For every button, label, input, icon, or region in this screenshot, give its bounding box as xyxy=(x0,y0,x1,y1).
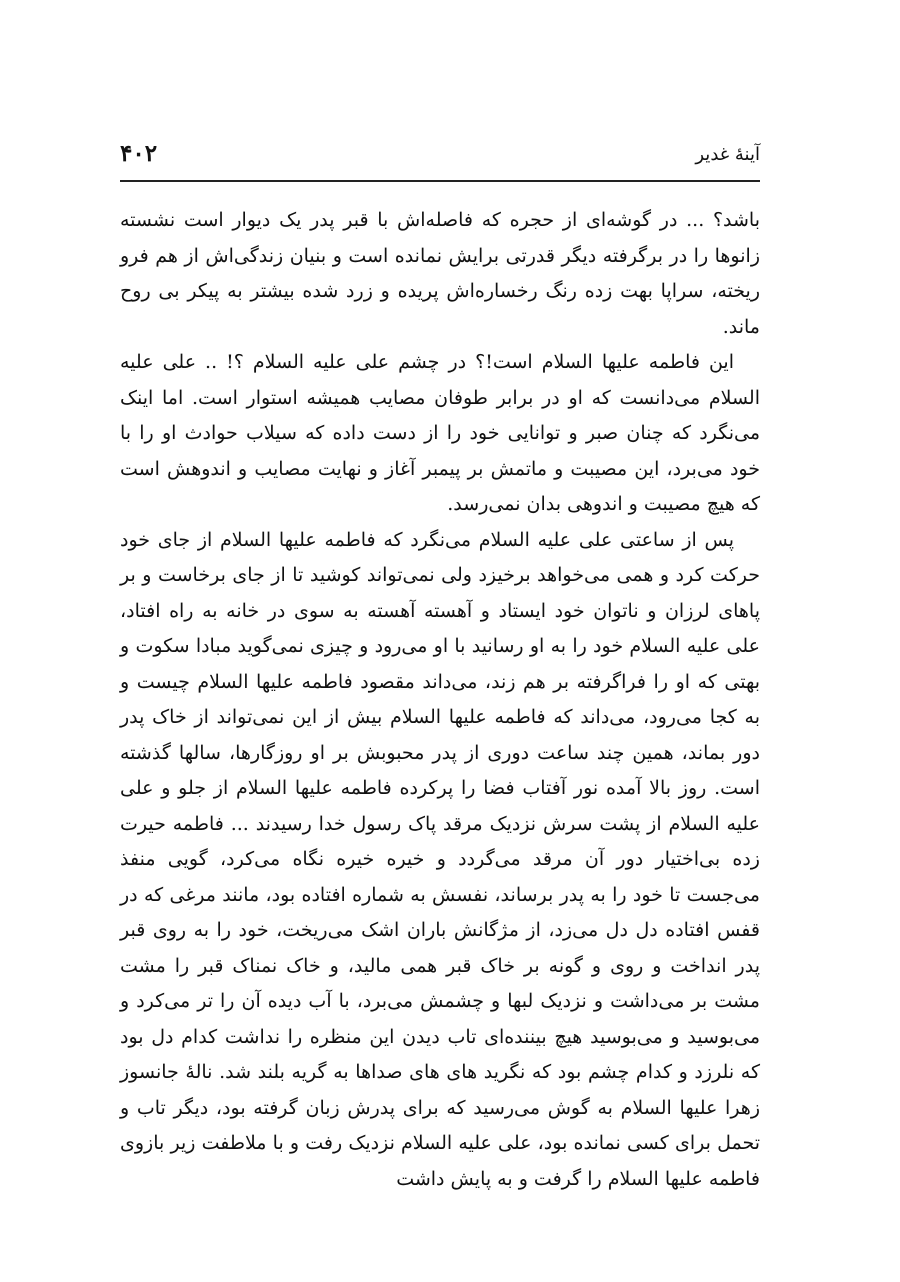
paragraph-3: پس از ساعتی علی علیه السلام می‌نگرد که فاطمه علیها السلام از جای خود حرکت کرد و همی می‌خواهد برخیزد ولی نمی‌تواند کوشید تا از جای برخاست و بر پاهای لرزان و ناتوان خود ایستاد و آهسته آهسته به سوی در خانه به راه افتاد، علی علیه السلام خود را به او رسانید با او می‌رود و چیزی نمی‌گوید مبادا سکوت و بهتی که او را فراگرفته بر هم زند، می‌داند مقصود فاطمه علیها السلام چیست و به کجا می‌رود، می‌داند که فاطمه علیها السلام بیش از این نمی‌تواند از خاک پدر دور بماند، همین چند ساعت دوری از پدر محبوبش بر او روزگارها، سالها گذشته است. روز بالا آمده نور آفتاب فضا را پرکرده فاطمه علیها السلام از جلو و علی علیه السلام از پشت سرش نزدیک مرقد پاک رسول خدا رسیدند ... فاطمه حیرت زده بی‌اختیار دور آن مرقد می‌گردد و خیره خیره نگاه می‌کرد، گویی منفذ می‌جست تا خود را به پدر برساند، نفسش به شماره افتاده بود، مانند مرغی که در قفس افتاده دل دل می‌زد، از مژگانش باران اشک می‌ریخت، خود را به روی قبر پدر انداخت و روی و گونه بر خاک قبر همی مالید، و خاک نمناک قبر را مشت مشت بر می‌داشت و نزدیک لبها و چشمش می‌برد، با آب دیده آن را تر می‌کرد و می‌بوسید و می‌بوسید هیچ بیننده‌ای تاب دیدن این منظره را نداشت کدام دل بود که نلرزد و کدام چشم بود که نگرید های های صداها به گریه بلند شد. نالهٔ جانسوز زهرا علیها السلام به گوش می‌رسید که برای پدرش زبان گرفته بود، دیگر تاب و تحمل برای کسی نمانده بود، علی علیه السلام نزدیک رفت و با ملاطفت زیر بازوی فاطمه علیها السلام را گرفت و به پایش داشت xyxy=(120,528,760,1190)
paragraph-1: باشد؟ ... در گوشه‌ای از حجره که فاصله‌اش با قبر پدر یک دیوار است نشسته زانوها را در برگرفته دیگر قدرتی برایش نمانده است و بنیان زندگی‌اش از هم فرو ریخته، سراپا بهت زده رنگ رخساره‌اش پریده و زرد شده بیشتر به پیکر بی روح ماند. xyxy=(120,209,761,338)
page-number: ۴۰۲ xyxy=(120,140,158,167)
running-title: آینهٔ غدیر xyxy=(695,144,760,165)
paragraph-2: این فاطمه علیها السلام است!؟ در چشم علی علیه السلام ؟! .. علی علیه السلام می‌دانست که او در برابر طوفان مصایب همیشه استوار است. اما اینک می‌نگرد که چنان صبر و توانایی خود را از دست داده که سیلاب حوادث او را با خود می‌برد، این مصیبت و ماتمش بر پیمبر آغاز و نهایت مصایب و اندوهش است که هیچ مصیبت و اندوهی بدان نمی‌رسد. xyxy=(120,351,760,515)
body-text xyxy=(120,203,760,1197)
page-header xyxy=(120,138,760,182)
